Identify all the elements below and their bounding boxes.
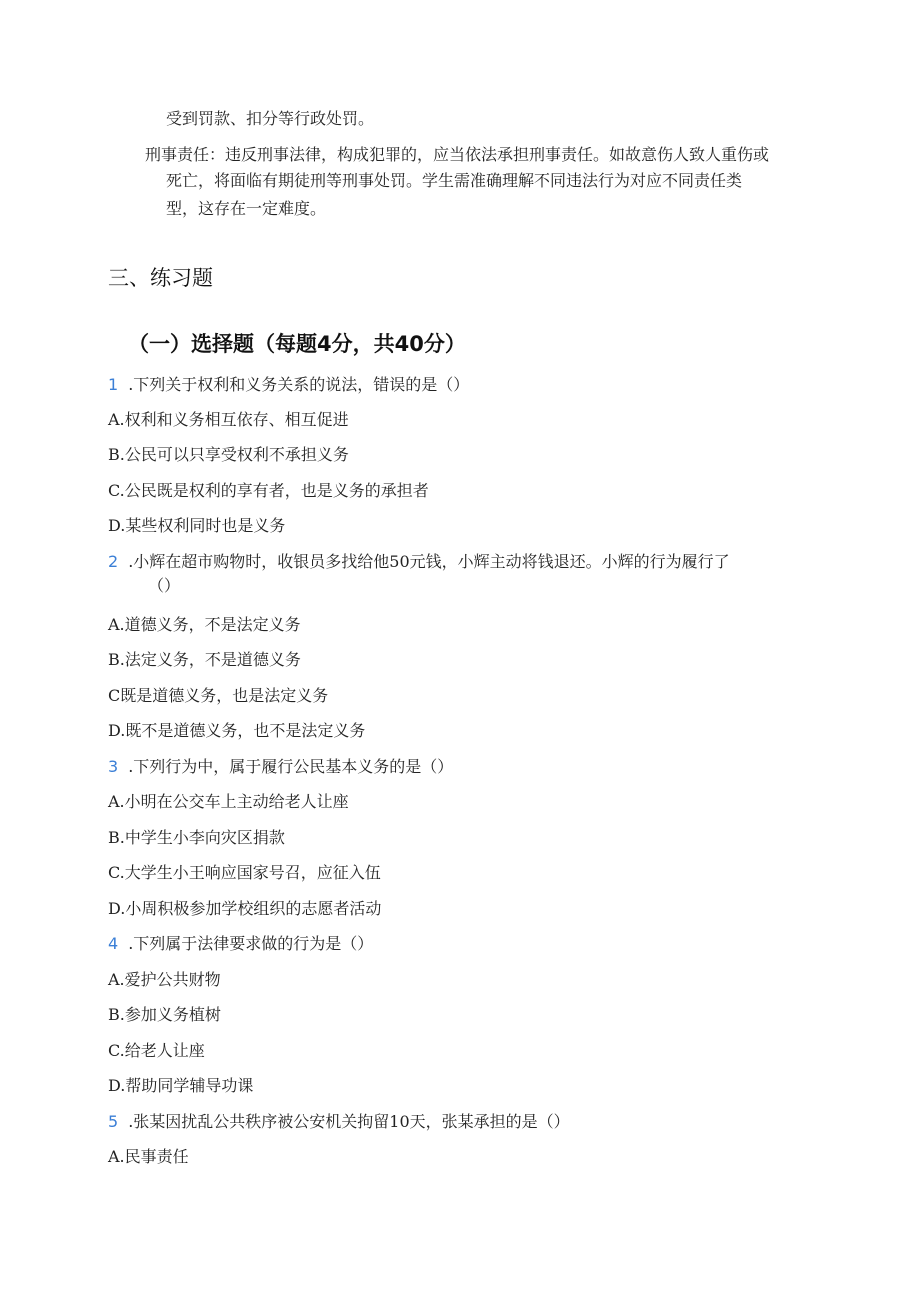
question-2 xyxy=(108,550,788,598)
option-4c: C.给老人让座 xyxy=(108,1041,205,1060)
option-3b: B.中学生小李向灾区捐款 xyxy=(108,828,285,847)
subsection-heading: （一）选择题（每题4分，共40分） xyxy=(128,332,466,356)
question-4 xyxy=(108,932,788,956)
question-number: 4 xyxy=(108,934,119,953)
option-2d: D.既不是道德义务，也不是法定义务 xyxy=(108,721,366,740)
question-number: 3 xyxy=(108,757,119,776)
question-text: .小辉在超市购物时，收银员多找给他50元钱，小辉主动将钱退还。小辉的行为履行了 xyxy=(128,552,730,571)
section-heading: 三、练习题 xyxy=(108,266,213,290)
option-4a: A.爱护公共财物 xyxy=(108,970,221,989)
option-3c: C.大学生小王响应国家号召，应征入伍 xyxy=(108,863,381,882)
option-1d: D.某些权利同时也是义务 xyxy=(108,516,286,535)
paragraph-line: 型，这存在一定难度。 xyxy=(166,199,327,218)
criminal-liability-paragraph xyxy=(145,143,815,223)
question-text: .下列行为中，属于履行公民基本义务的是（） xyxy=(128,757,454,776)
question-3 xyxy=(108,755,788,779)
option-3d: D.小周积极参加学校组织的志愿者活动 xyxy=(108,899,382,918)
option-1c: C.公民既是权利的享有者，也是义务的承担者 xyxy=(108,481,429,500)
question-text-continued: （） xyxy=(148,576,181,595)
option-2b: B.法定义务，不是道德义务 xyxy=(108,650,301,669)
question-5 xyxy=(108,1110,788,1134)
question-text: .张某因扰乱公共秩序被公安机关拘留10天，张某承担的是（） xyxy=(128,1112,570,1131)
question-number: 1 xyxy=(108,375,119,394)
question-1 xyxy=(108,373,788,397)
option-2a: A.道德义务，不是法定义务 xyxy=(108,615,301,634)
paragraph-line: 死亡，将面临有期徒刑等刑事处罚。学生需准确理解不同违法行为对应不同责任类 xyxy=(166,171,743,190)
option-2c: C既是道德义务，也是法定义务 xyxy=(108,686,329,705)
option-1a: A.权利和义务相互依存、相互促进 xyxy=(108,410,349,429)
question-text: .下列关于权利和义务关系的说法，错误的是（） xyxy=(128,375,470,394)
option-5a: A.民事责任 xyxy=(108,1147,189,1166)
option-4d: D.帮助同学辅导功课 xyxy=(108,1076,254,1095)
question-number: 2 xyxy=(108,552,119,571)
paragraph-line: 刑事责任：违反刑事法律，构成犯罪的，应当依法承担刑事责任。如故意伤人致人重伤或 xyxy=(145,145,770,164)
intro-paragraph-end: 受到罚款、扣分等行政处罚。 xyxy=(166,109,375,128)
question-text: .下列属于法律要求做的行为是（） xyxy=(128,934,374,953)
option-3a: A.小明在公交车上主动给老人让座 xyxy=(108,792,349,811)
option-1b: B.公民可以只享受权利不承担义务 xyxy=(108,445,349,464)
option-4b: B.参加义务植树 xyxy=(108,1005,221,1024)
question-number: 5 xyxy=(108,1112,119,1131)
